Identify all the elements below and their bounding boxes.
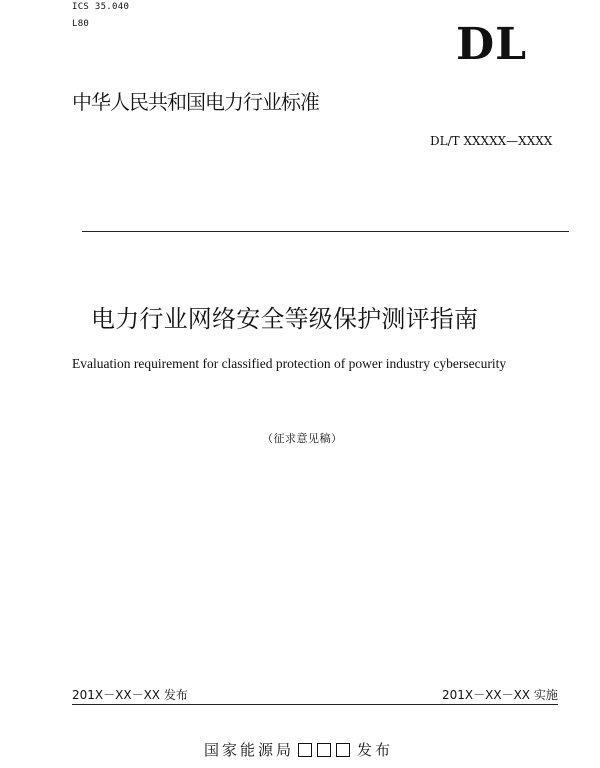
document-number: DL/T XXXXX—XXXX: [430, 134, 553, 148]
publisher-suffix: 发布: [357, 741, 394, 759]
top-divider: [82, 231, 569, 232]
placeholder-box: [298, 743, 312, 757]
placeholder-box: [336, 743, 350, 757]
dl-logo: DL: [456, 19, 528, 70]
bottom-divider: [72, 704, 558, 705]
l-code: L80: [72, 19, 90, 29]
placeholder-box: [317, 743, 331, 757]
issue-date: 201X－XX－XX 发布: [72, 688, 188, 702]
publisher-name: 国家能源局: [204, 741, 295, 759]
publisher-line: [204, 740, 393, 760]
draft-label: （征求意见稿）: [262, 432, 343, 445]
implement-date: 201X－XX－XX 实施: [442, 688, 558, 702]
standard-title: 中华人民共和国电力行业标准: [72, 90, 319, 114]
placeholder-boxes: [298, 743, 355, 757]
document-title-cn: 电力行业网络安全等级保护测评指南: [91, 305, 479, 333]
document-title-en: Evaluation requirement for classified protection of power industry cybersecurity: [72, 356, 507, 371]
ics-code: ICS 35.040: [72, 2, 130, 12]
